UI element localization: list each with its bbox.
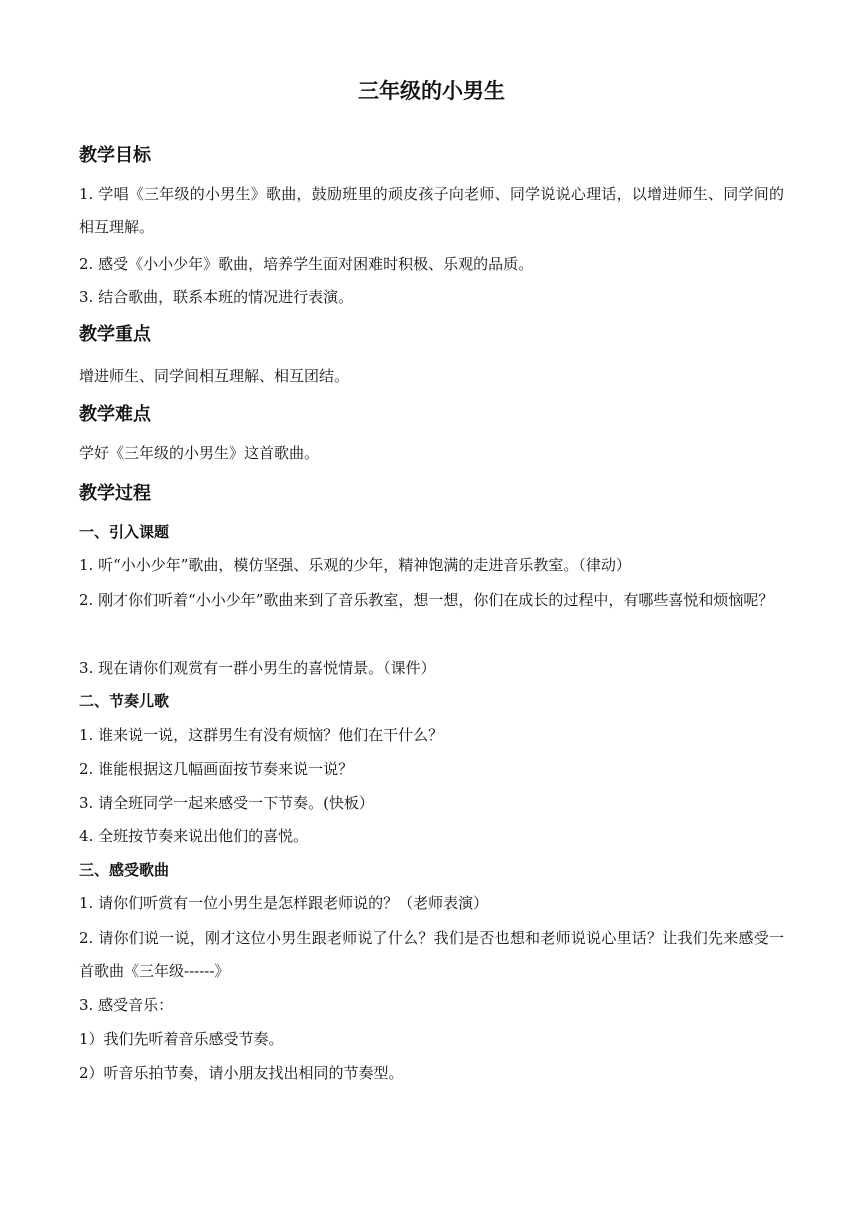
focus-text: 增进师生、同学间相互理解、相互团结。 bbox=[79, 367, 350, 385]
process-section-1-item-2: 2. 刚才你们听着“小小少年”歌曲来到了音乐教室，想一想，你们在成长的过程中，有哪些喜悦和烦恼呢？ bbox=[79, 591, 774, 609]
process-section-2-item-1: 1. 谁来说一说，这群男生有没有烦恼？他们在干什么？ bbox=[79, 726, 444, 744]
process-section-1-item-3: 3. 现在请你们观赏有一群小男生的喜悦情景。（课件） bbox=[79, 659, 436, 677]
process-section-3-item-2: 2. 请你们说一说，刚才这位小男生跟老师说了什么？我们是否也想和老师说说心里话？让我们先来感受一首歌曲《三年级------》 bbox=[79, 929, 784, 980]
process-section-2-heading: 二、节奏儿歌 bbox=[79, 692, 170, 710]
process-section-3-item-1: 1. 请你们听赏有一位小男生是怎样跟老师说的？（老师表演） bbox=[79, 894, 489, 912]
goal-item-1: 1. 学唱《三年级的小男生》歌曲，鼓励班里的顽皮孩子向老师、同学说说心理话，以增进师生、同学间的相互理解。 bbox=[79, 185, 784, 236]
focus-heading: 教学重点 bbox=[79, 324, 151, 345]
process-heading: 教学过程 bbox=[79, 483, 151, 504]
process-section-1-heading: 一、引入课题 bbox=[79, 523, 170, 541]
document-title: 三年级的小男生 bbox=[358, 79, 505, 103]
goal-item-2: 2. 感受《小小少年》歌曲，培养学生面对困难时积极、乐观的品质。 bbox=[79, 255, 534, 273]
goal-item-3: 3. 结合歌曲，联系本班的情况进行表演。 bbox=[79, 288, 354, 306]
process-section-3-item-3: 3. 感受音乐： bbox=[79, 996, 174, 1014]
process-section-2-item-3: 3. 请全班同学一起来感受一下节奏。(快板） bbox=[79, 794, 374, 812]
process-section-2-item-2: 2. 谁能根据这几幅画面按节奏来说一说？ bbox=[79, 760, 354, 778]
goal-heading: 教学目标 bbox=[79, 145, 151, 166]
process-section-3-item-5: 2）听音乐拍节奏，请小朋友找出相同的节奏型。 bbox=[79, 1064, 404, 1082]
process-section-2-item-4: 4. 全班按节奏来说出他们的喜悦。 bbox=[79, 827, 309, 845]
difficulty-heading: 教学难点 bbox=[79, 404, 151, 425]
process-section-3-heading: 三、感受歌曲 bbox=[79, 861, 170, 879]
process-section-3-item-4: 1）我们先听着音乐感受节奏。 bbox=[79, 1030, 284, 1048]
process-section-1-item-1: 1. 听“小小少年”歌曲，模仿坚强、乐观的少年，精神饱满的走进音乐教室。（律动） bbox=[79, 556, 631, 574]
difficulty-text: 学好《三年级的小男生》这首歌曲。 bbox=[79, 444, 320, 462]
